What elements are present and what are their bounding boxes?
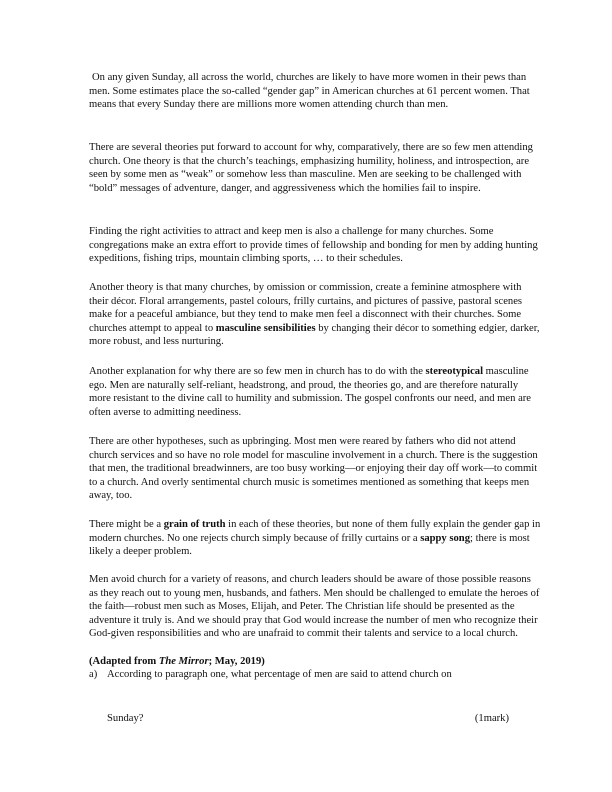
paragraph-1-text: On any given Sunday, all across the world, churches are likely to have more women in their pews than men. Some estimates place the so-called “gender gap” in American churches at 61 percent women. That means that every Sunday there are millions more women attending church than men. [89, 72, 530, 111]
source-citation [89, 655, 265, 669]
paragraph-8-text: Men avoid church for a variety of reasons, and church leaders should be aware of those possible reasons as they reach out to young men, husbands, and fathers. Men should be challenged to emulate the heroes of the faith—robust men such as Moses, Elijah, and Peter. The Christian life should be presented as the adventure it truly is. And we should pray that God would increase the number of men who recognize their God-given responsibilities and who are unafraid to commit their talents and service to a local church. [89, 574, 540, 640]
paragraph-5-text-a: Another explanation for why there are so few men in church has to do with the [89, 366, 426, 377]
paragraph-6-text: There are other hypotheses, such as upbringing. Most men were reared by fathers who did not attend church services and so have no role model for masculine involvement in a church. There is the suggestion that men, the traditional breadwinners, are too busy working—or enjoying their day off work—to commit to a church. And overly sentimental church music is sometimes mentioned as something that keeps men away, too. [89, 436, 538, 502]
paragraph-4 [89, 281, 541, 349]
paragraph-2-text: There are several theories put forward to account for why, comparatively, there are so few men attending church. One theory is that the church’s teachings, emphasizing humility, holiness, and introspection, are seen by some men as “weak” or somehow less than masculine. Men are seeking to be challenged with “bold” messages of adventure, danger, and aggressiveness which the homilies fail to inspire. [89, 142, 533, 194]
paragraph-7-bold-phrase-2: sappy song [420, 532, 470, 544]
source-prefix: (Adapted from [89, 656, 159, 667]
question-marks: (1mark) [474, 713, 509, 724]
question-letter: a) [89, 669, 98, 680]
paragraph-4-text-b: by changing their décor to something edgier, darker, more robust, and less nurturing. [89, 322, 540, 348]
paragraph-1 [89, 71, 541, 112]
paragraph-2 [89, 141, 541, 195]
paragraph-7-text-a: There might be a [89, 519, 164, 530]
paragraph-7-bold-phrase-1: grain of truth [163, 519, 226, 530]
paragraph-7-text-c: ; there is most likely a deeper problem. [89, 532, 530, 558]
paragraph-5-bold-word: stereotypical [425, 366, 484, 377]
paragraph-5-text-b: masculine ego. Men are naturally self-reliant, headstrong, and proud, the theories go, and are therefore naturally more resistant to the divine call to humility and submission. The gospel confronts our need, and men are often averse to admitting neediness. [89, 366, 531, 418]
paragraph-8 [89, 573, 541, 641]
paragraph-5 [89, 365, 541, 419]
question-text-line-1: According to paragraph one, what percentage of men are said to attend church on [107, 669, 452, 680]
paragraph-6 [89, 435, 541, 503]
question-text-line-2: Sunday? [107, 713, 144, 724]
paragraph-4-text-a: Another theory is that many churches, by omission or commission, create a feminine atmosphere with their décor. Floral arrangements, pastel colours, frilly curtains, and pictures of passive, pastoral scenes make for a peaceful ambiance, but they tend to make men feel a disconnect with their churches. Some churches attempt to appeal to [89, 282, 523, 334]
paragraph-7 [89, 518, 541, 559]
paragraph-3-text: Finding the right activities to attract and keep men is also a challenge for many churches. Some congregations make an extra effort to provide times of fellowship and bonding for men by adding hunting expeditions, fishing trips, mountain climbing sports, … to their schedules. [89, 226, 538, 265]
paragraph-7-text-b: in each of these theories, but none of them fully explain the gender gap in modern churches. No one rejects church simply because of frilly curtains or a [89, 519, 541, 544]
paragraph-3 [89, 225, 541, 266]
paragraph-4-bold-phrase: masculine sensibilities [215, 322, 316, 334]
source-publication: The Mirror [158, 656, 209, 667]
source-suffix: ; May, 2019) [208, 656, 265, 667]
